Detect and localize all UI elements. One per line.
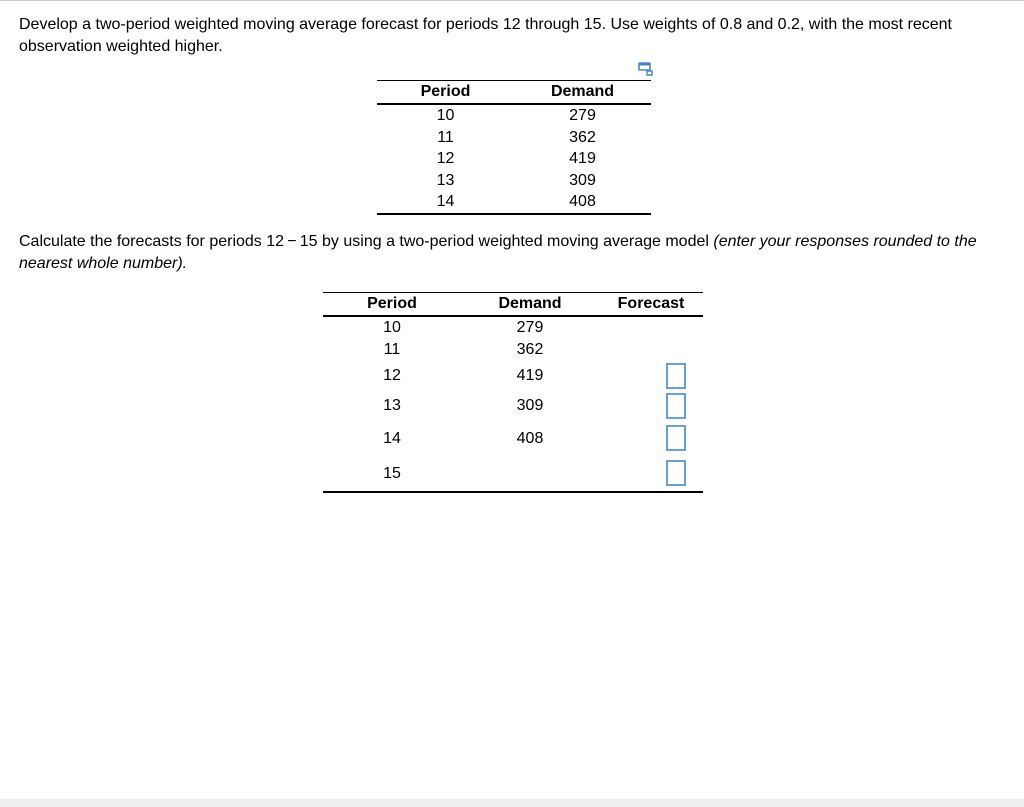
- table-row: [323, 317, 703, 339]
- cell-forecast: [599, 391, 703, 421]
- table-row: [377, 191, 651, 213]
- instruction-italic: (enter your responses rounded to the nearest whole number).: [19, 233, 977, 272]
- forecast-input-15[interactable]: [666, 460, 686, 486]
- top-rule: [0, 0, 1024, 1]
- instruction-text: [19, 231, 1009, 275]
- table-header: [323, 293, 703, 315]
- bottom-bar: [0, 799, 1024, 807]
- table-rule: [377, 213, 651, 215]
- cell-forecast: [599, 456, 703, 491]
- table-row: [377, 127, 651, 149]
- table-header: [377, 81, 651, 103]
- table-row: [323, 339, 703, 361]
- header-period: Period: [367, 295, 417, 312]
- cell-forecast: [599, 339, 703, 361]
- cell-period: 12: [383, 367, 401, 384]
- cell-period: 12: [436, 150, 455, 168]
- table-row: [323, 361, 703, 391]
- cell-demand: 408: [516, 429, 544, 447]
- table-row: [323, 456, 703, 491]
- header-forecast: Forecast: [617, 295, 685, 312]
- header-period: Period: [420, 83, 471, 100]
- cell-forecast: [599, 421, 703, 456]
- cell-period: 10: [436, 107, 455, 124]
- forecast-input-14[interactable]: [666, 425, 686, 451]
- cell-demand: 309: [569, 171, 596, 189]
- cell-period: 11: [383, 341, 401, 358]
- header-demand: Demand: [498, 295, 562, 312]
- cell-demand: 309: [516, 397, 544, 414]
- table-row: [323, 421, 703, 456]
- table-rule: [323, 491, 703, 493]
- cell-demand: 419: [569, 150, 596, 168]
- forecast-input-13[interactable]: [666, 393, 686, 419]
- cell-forecast: [599, 361, 703, 391]
- table-row: [377, 148, 651, 170]
- instruction-main: Calculate the forecasts for periods 12 − 15 by using a two-period weighted moving average model: [19, 233, 714, 250]
- forecast-table: [323, 292, 703, 493]
- cell-period: 14: [383, 429, 401, 447]
- cell-demand: 408: [569, 193, 596, 211]
- cell-demand: 279: [569, 107, 596, 124]
- cell-period: 13: [436, 171, 455, 189]
- cell-demand: 419: [516, 367, 544, 384]
- cell-demand: 279: [516, 319, 544, 336]
- cell-period: 15: [383, 464, 401, 482]
- cell-period: 13: [383, 397, 401, 414]
- demand-table: [377, 80, 651, 215]
- cell-period: 10: [383, 319, 401, 336]
- cell-period: 11: [437, 128, 454, 146]
- forecast-input-12[interactable]: [666, 363, 686, 389]
- table-row: [377, 170, 651, 192]
- cell-forecast: [599, 317, 703, 339]
- cell-demand: 362: [516, 341, 544, 358]
- copy-data-icon[interactable]: [638, 62, 654, 76]
- cell-demand: 362: [569, 128, 596, 146]
- header-demand: Demand: [550, 83, 615, 100]
- table-row: [377, 105, 651, 127]
- table-row: [323, 391, 703, 421]
- question-text: Develop a two-period weighted moving average forecast for periods 12 through 15. Use weights of 0.8 and 0.2, with the most recent observation weighted higher.: [19, 16, 952, 55]
- cell-period: 14: [436, 193, 455, 211]
